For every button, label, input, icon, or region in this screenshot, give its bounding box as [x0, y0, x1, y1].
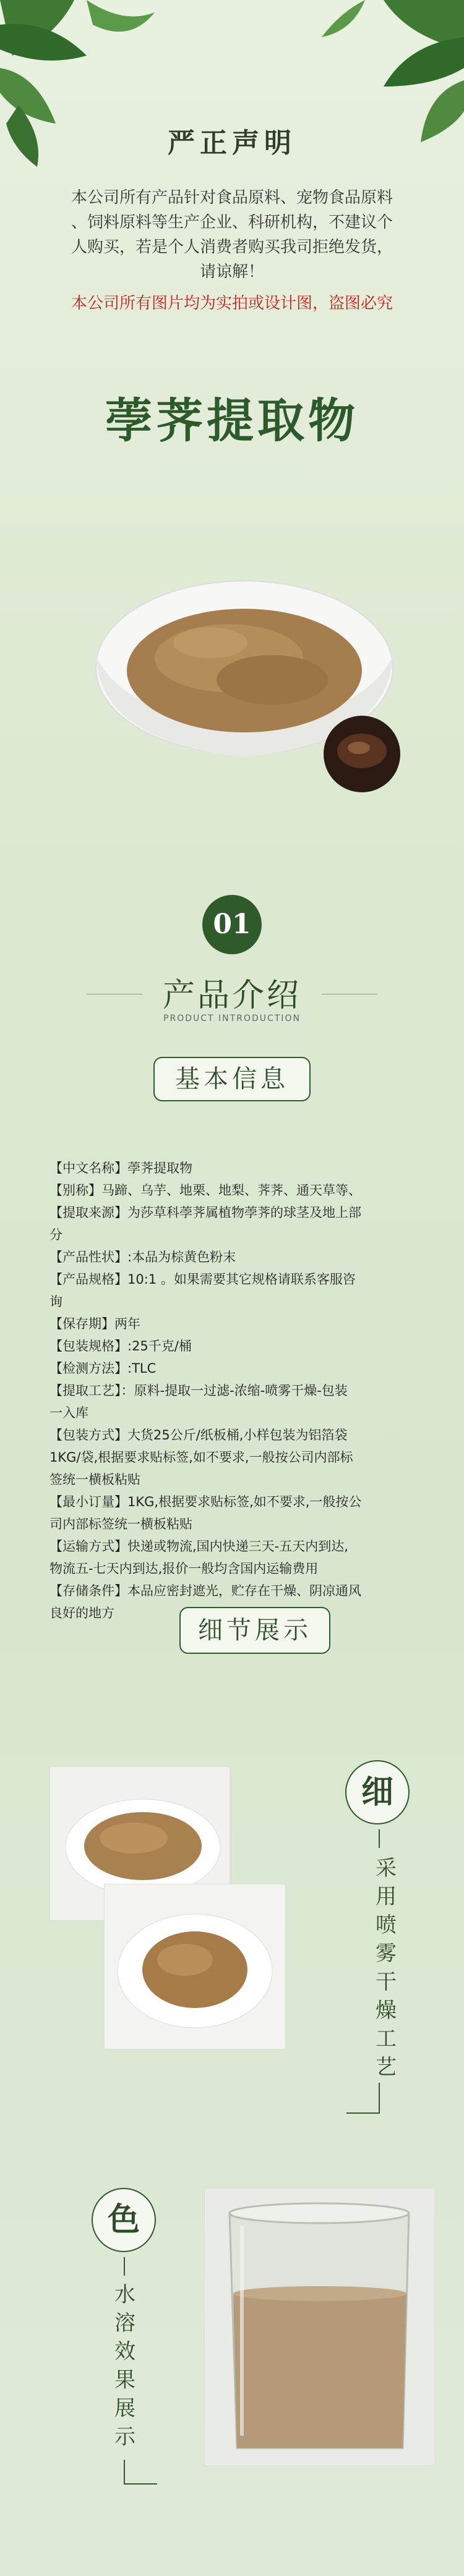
- info-line: 一入库: [49, 1405, 88, 1420]
- info-line: 询: [49, 1294, 62, 1309]
- notice-line: 请谅解！: [199, 263, 264, 281]
- basic-info-label: 基本信息: [153, 1057, 311, 1101]
- info-line: 【中文名称】荸荠提取物: [49, 1161, 192, 1176]
- color-caption-line: [124, 2257, 125, 2276]
- fine-icon: 细: [345, 1760, 410, 1824]
- color-caption-line-bottom: [124, 2460, 125, 2485]
- fine-caption: 采用喷雾干燥工艺: [376, 1856, 397, 2080]
- product-title: 荸荠提取物: [105, 393, 359, 448]
- product-hero-image: [87, 544, 408, 803]
- info-line: 【提取来源】为莎草科荸荠属植物荸荠的球茎及地上部: [49, 1205, 361, 1220]
- color-caption: 水溶效果展示: [114, 2282, 135, 2449]
- info-line: 【提取工艺】：原料-提取一过滤-浓缩-喷雾干燥-包装: [49, 1383, 348, 1398]
- info-line: 【最小订量】1KG,根据要求贴标签,如不要求,一般按公: [49, 1494, 362, 1509]
- notice-line: 、饲料原料等生产企业、科研机构，不建议个: [71, 213, 393, 232]
- section-subtitle: PRODUCT INTRODUCTION: [163, 1014, 301, 1023]
- section-title: 产品介绍: [162, 977, 301, 1014]
- info-line: 良好的地方: [49, 1606, 114, 1621]
- fine-caption-line-bottom: [379, 2083, 380, 2112]
- color-icon: 色: [92, 2188, 156, 2252]
- info-line: 物流五-七天内到达,报价一般均含国内运输费用: [49, 1561, 319, 1576]
- info-line: 【别称】马蹄、乌芋、地栗、地梨、荠荠、通天草等、: [49, 1183, 361, 1198]
- info-line: 1KG/袋,根据要求贴标签,如不要求,一般按公司内部标: [49, 1450, 353, 1465]
- water-solubility-photo: [204, 2188, 436, 2466]
- info-line: 【产品规格】10:1 。如果需要其它规格请联系客服咨: [49, 1272, 356, 1287]
- powder-photo-bottom: [104, 1884, 286, 2049]
- info-line: 【存储条件】本品应密封遮光，贮存在干燥、阴凉通风: [49, 1583, 361, 1598]
- section-number-badge: 01: [202, 895, 262, 954]
- info-line: 【包装方式】大货25公斤/纸板桶,小样包装为铝箔袋: [49, 1428, 348, 1443]
- copyright-warning: 本公司所有图片均为实拍或设计图，盗图必究: [71, 294, 393, 313]
- info-line: 签统一横板粘贴: [49, 1472, 140, 1487]
- info-line: 分: [49, 1227, 62, 1242]
- info-line: 【产品性状】:本品为棕黄色粉末: [49, 1250, 236, 1265]
- fine-caption-line: [379, 1829, 380, 1848]
- notice-line: 本公司所有产品针对食品原料、宠物食品原料: [71, 189, 393, 207]
- info-line: 司内部标签统一横板粘贴: [49, 1517, 192, 1532]
- product-info-list: [49, 1157, 421, 1624]
- info-line: 【保存期】两年: [49, 1316, 140, 1331]
- notice-title: 严正声明: [168, 127, 296, 159]
- info-line: 【运输方式】快递或物流,国内快递三天-五天内到达,: [49, 1539, 348, 1554]
- info-line: 【检测方法】:TLC: [49, 1361, 157, 1376]
- fine-caption-foot: [346, 2112, 380, 2114]
- notice-line: 人购买，若是个人消费者购买我司拒绝发货，: [71, 238, 393, 256]
- notice-text: [62, 185, 402, 284]
- color-caption-foot: [124, 2483, 157, 2485]
- info-line: 【包装规格】:25千克/桶: [49, 1339, 192, 1354]
- details-label: 细节展示: [179, 1607, 330, 1654]
